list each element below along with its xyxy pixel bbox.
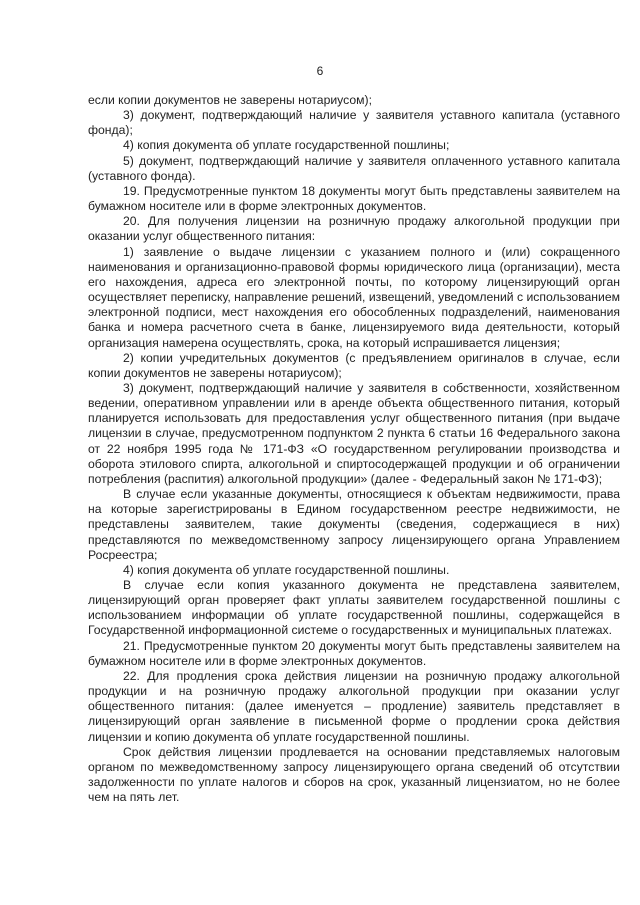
paragraph: 2) копии учредительных документов (с предъявлением оригиналов в случае, если копии документов не заверены нотариусом); <box>88 350 620 380</box>
paragraph: В случае если указанные документы, относящиеся к объектам недвижимости, права на которые зарегистрированы в Едином государственном реестре недвижимости, не представлены заявителем, такие документы (сведения, содержащиеся в них) представляются по межведомственному запросу лицензирующего органа Управлением Росреестра; <box>88 487 620 562</box>
paragraph: 21. Предусмотренные пунктом 20 документы могут быть представлены заявителем на бумажном носителе или в форме электронных документов. <box>88 638 620 668</box>
page-number: 6 <box>316 64 324 78</box>
paragraph: 20. Для получения лицензии на розничную продажу алкогольной продукции при оказании услуг общественного питания: <box>88 214 620 244</box>
paragraph: 1) заявление о выдаче лицензии с указанием полного и (или) сокращенного наименования и организационно-правовой формы юридического лица (организации), места его нахождения, адреса его электронной почты, по которому лицензирующий орган осуществляет переписку, направление решений, извещений, уведомлений с использованием электронной подписи, мест нахождения его обособленных подразделений, наименования банка и номера расчетного счета в банке, лицензируемого вида деятельности, который организация намерена осуществлять, срока, на который испрашивается лицензия; <box>88 244 620 350</box>
paragraph: 5) документ, подтверждающий наличие у заявителя оплаченного уставного капитала (уставного фонда). <box>88 153 620 183</box>
paragraph: 22. Для продления срока действия лицензии на розничную продажу алкогольной продукции и на розничную продажу алкогольной продукции при оказании услуг общественного питания: (далее именуется – продление) заявитель представляет в лицензирующий орган заявление в письменной форме о продлении срока действия лицензии и копию документа об уплате государственной пошлины. <box>88 668 620 744</box>
paragraph: 3) документ, подтверждающий наличие у заявителя в собственности, хозяйственном ведении, оперативном управлении или в аренде объекта общественного питания, который планируется использовать для предоставления услуг общественного питания (при выдаче лицензии в случае, предусмотренном подпунктом 2 пункта 6 статьи 16 Федерального закона от 22 ноября 1995 года № 171-ФЗ «О государственном регулировании производства и оборота этилового спирта, алкогольной и спиртосодержащей продукции и об ограничении потребления (распития) алкогольной продукции» (далее - Федеральный закон № 171-ФЗ); <box>88 380 620 486</box>
paragraph: 4) копия документа об уплате государственной пошлины. <box>123 562 450 577</box>
document-body <box>88 93 620 805</box>
paragraph: 19. Предусмотренные пунктом 18 документы могут быть представлены заявителем на бумажном носителе или в форме электронных документов. <box>88 183 620 214</box>
paragraph: 3) документ, подтверждающий наличие у заявителя уставного капитала (уставного фонда); <box>88 108 620 138</box>
paragraph: В случае если копия указанного документа не представлена заявителем, лицензирующий орган проверяет факт уплаты заявителем государственной пошлины с использованием информации об уплате государственной пошлины, содержащейся в Государственной информационной системе о государственных и муниципальных платежах. <box>88 578 620 638</box>
paragraph: если копии документов не заверены нотариусом); <box>88 93 372 107</box>
paragraph: Срок действия лицензии продлевается на основании представляемых налоговым органом по межведомственному запросу лицензирующего органа сведений об отсутствии задолженности по уплате налогов и сборов на срок, указанный лицензиатом, но не более чем на пять лет. <box>88 744 620 805</box>
paragraph: 4) копия документа об уплате государственной пошлины; <box>123 138 450 153</box>
